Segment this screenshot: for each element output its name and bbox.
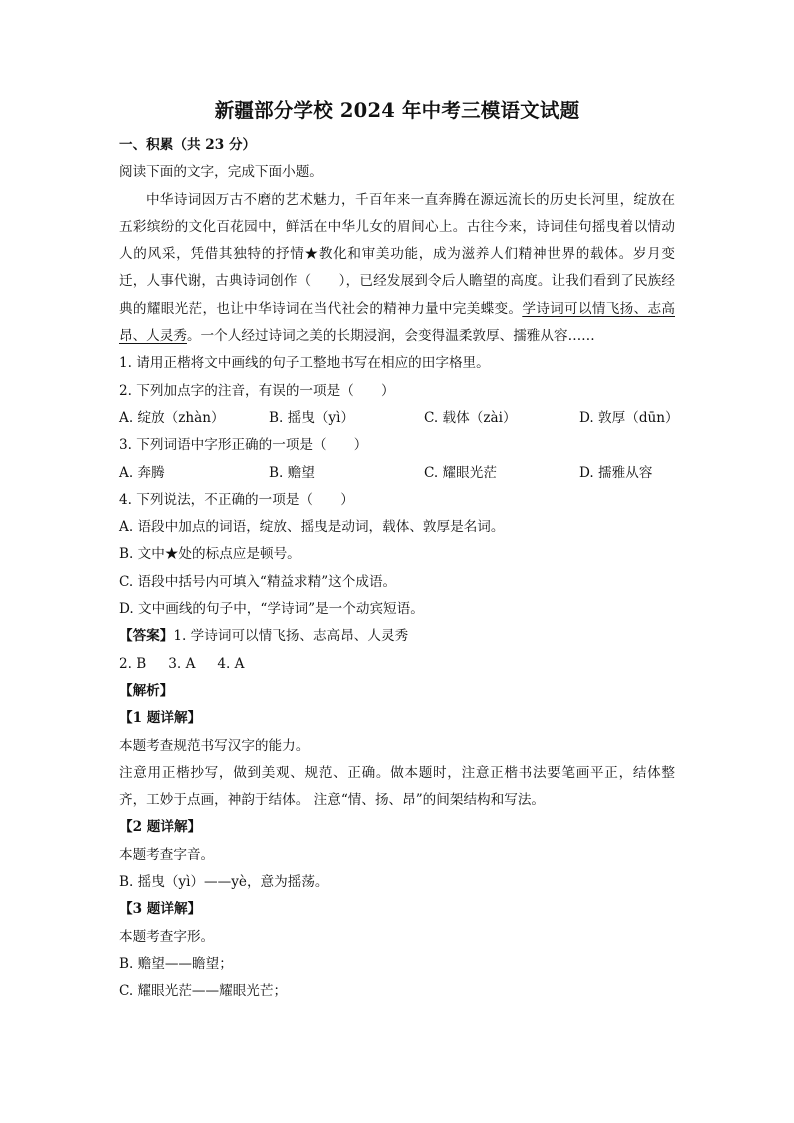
detail-3-text: 本题考查字形。 <box>119 928 215 945</box>
question-2-options <box>119 405 679 432</box>
answer-label: 【答案】 <box>119 628 174 645</box>
detail-2-text: 本题考查字音。 <box>119 846 215 863</box>
answer-4: 4. A <box>217 655 245 672</box>
reading-passage <box>119 187 675 351</box>
question-3-options <box>119 460 675 487</box>
question-3: 3. 下列词语中字形正确的一项是（ ） <box>119 437 368 454</box>
answer-1: 1. 学诗词可以情飞扬、志高昂、人灵秀 <box>173 628 409 645</box>
option-c: C. 耀眼光茫 <box>424 464 497 481</box>
option-a: A. 绽放（zhàn） <box>119 409 225 426</box>
page-title: 新疆部分学校 2024 年中考三模语文试题 <box>214 99 580 122</box>
detail-3-heading: 【3 题详解】 <box>119 901 202 918</box>
answer-row <box>119 651 675 678</box>
answer-line <box>119 623 675 650</box>
passage-text-end: 。一个人经过诗词之美的长期浸润，会变得温柔敦厚、擩雅从容…… <box>186 328 595 345</box>
underlined-sentence: 学诗词可以情飞扬、志高昂、人灵秀 <box>119 300 675 345</box>
detail-1-heading: 【1 题详解】 <box>119 710 202 727</box>
option-c: C. 载体（zài） <box>424 409 517 426</box>
section-heading: 一、积累（共 23 分） <box>119 137 257 153</box>
document-content <box>119 96 679 1006</box>
detail-3-note-b: B. 赡望——瞻望； <box>119 955 233 972</box>
detail-2-note: B. 摇曳（yì）——yè，意为摇荡。 <box>119 874 329 891</box>
option-c: C. 语段中括号内可填入“精益求精”这个成语。 <box>119 573 397 590</box>
question-1: 1. 请用正楷将文中画线的句子工整地书写在相应的田字格里。 <box>119 355 490 372</box>
reading-instruction: 阅读下面的文字，完成下面小题。 <box>119 164 323 181</box>
option-a: A. 奔腾 <box>119 464 165 481</box>
question-4: 4. 下列说法，不正确的一项是（ ） <box>119 491 354 508</box>
option-d: D. 擩雅从容 <box>579 464 653 481</box>
question-2: 2. 下列加点字的注音，有误的一项是（ ） <box>119 382 395 399</box>
option-d: D. 文中画线的句子中，“学诗词”是一个动宾短语。 <box>119 601 424 618</box>
passage-text: 中华诗词因万古不磨的艺术魅力，千百年来一直奔腾在源远流长的历史长河里，绽放在五彩缤纷的文化百花园中，鲜活在中华儿女的眉间心上。古往今来，诗词佳句摇曳着以情动人的风采，凭借其独特的抒情★教化和审美功能，成为滋养人们精神世界的载体。岁月变迁，人事代谢，古典诗词创作（ ），已经发展到令后人瞻望的高度。让我们看到了民族经典的耀眼光茫，也让中华诗词在当代社会的精神力量中完美蝶变。 <box>119 191 675 317</box>
option-b: B. 文中★处的标点应是顿号。 <box>119 546 301 563</box>
option-b: B. 摇曳（yì） <box>269 409 355 426</box>
detail-1-text: 本题考查规范书写汉字的能力。 <box>119 737 310 754</box>
detail-1-note: 注意用正楷抄写，做到美观、规范、正确。做本题时，注意正楷书法要笔画平正，结体整齐，工妙于点画，神韵于结体。 注意“情、扬、昂”的间架结构和写法。 <box>119 764 675 809</box>
option-a: A. 语段中加点的词语，绽放、摇曳是动词，载体、敦厚是名词。 <box>119 519 505 536</box>
detail-3-note-c: C. 耀眼光茫——耀眼光芒； <box>119 983 288 1000</box>
option-b: B. 赡望 <box>269 464 315 481</box>
answer-3: 3. A <box>168 655 196 672</box>
option-d: D. 敦厚（dūn） <box>579 409 679 426</box>
analysis-label: 【解析】 <box>119 682 174 699</box>
answer-2: 2. B <box>119 655 147 672</box>
detail-2-heading: 【2 题详解】 <box>119 819 202 836</box>
